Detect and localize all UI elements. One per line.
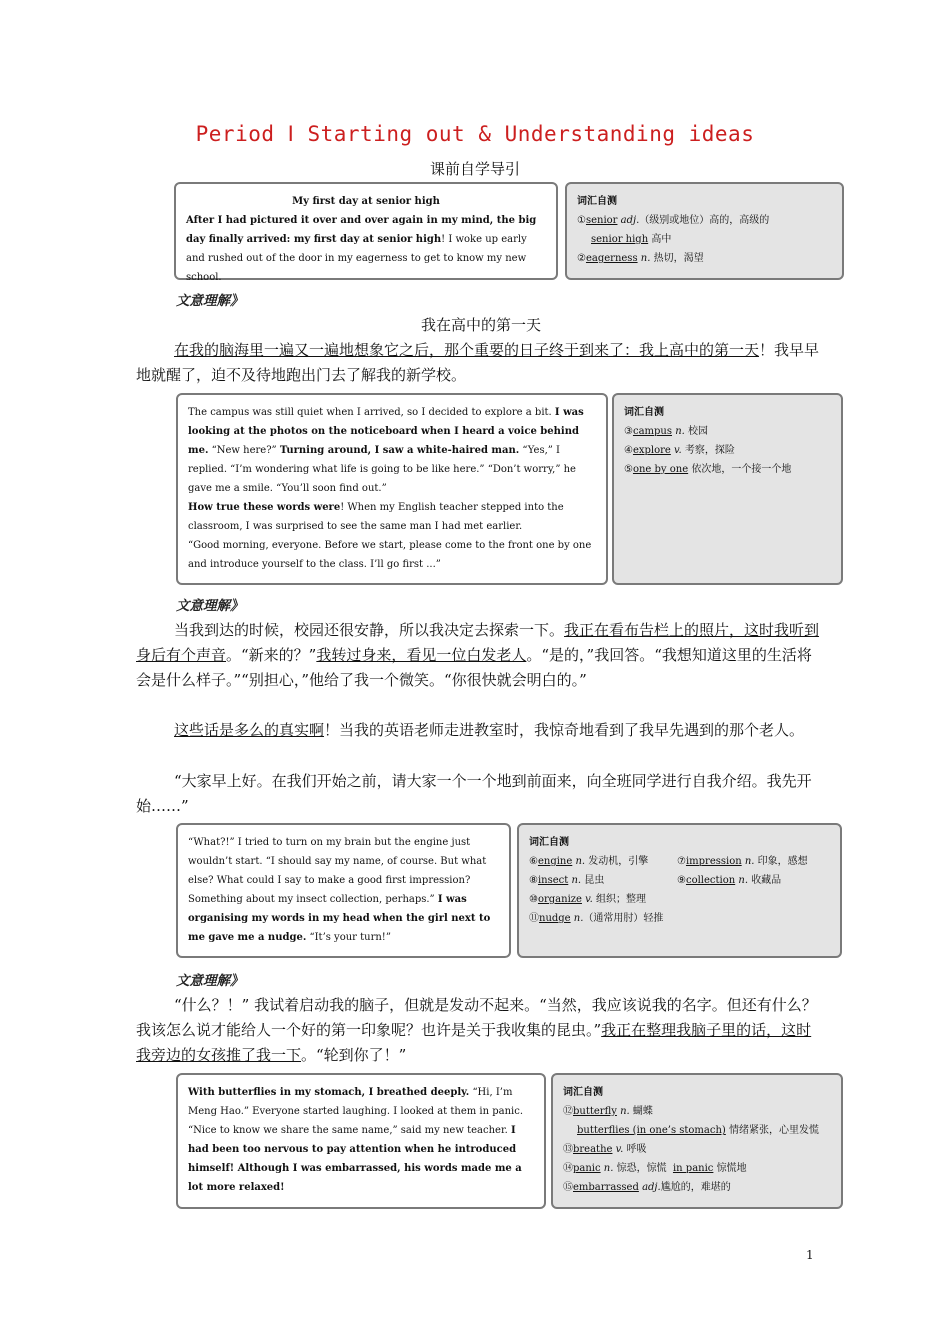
vocab-item: ⑬breathe v. 呼吸 — [563, 1144, 647, 1155]
vocab-item: ⑦impression n. 印象，感想 — [677, 856, 808, 867]
vocab-item: ②eagerness n. 热切，渴望 — [577, 253, 704, 264]
translation-paragraph: “什么？！” 我试着启动我的脑子，但就是发动不起来。“当然，我应该说我的名字。但还有什么？我该怎么说才能给人一个好的第一印象呢？也许是关于我收集的昆虫。”我正在整理我脑子里的话，这时我旁边的女孩推了我一下。“轮到你了！” — [136, 996, 817, 1064]
vocab-box-2 — [612, 393, 843, 585]
passage-paragraph: How true these words were! When my English teacher stepped into the classroom, I was surprised to see the same man I had met earlier. — [188, 502, 564, 532]
translation-paragraph: “大家早上好。在我们开始之前，请大家一个一个地到前面来，向全班同学进行自我介绍。我先开始……” — [136, 772, 812, 815]
vocab-item: butterflies (in one’s stomach) 情绪紧张，心里发慌 — [577, 1125, 820, 1136]
vocab-header: 词汇自测 — [563, 1087, 603, 1098]
page-title: Period Ⅰ Starting out & Understanding ideas — [195, 122, 755, 146]
vocab-box-1 — [565, 182, 844, 280]
passage-paragraph: “What?!” I tried to turn on my brain but the engine just wouldn’t start. “I should say my name, of course. But what else? What could I say to make a good first impression? Something about my insect collection, perhaps.” I was organising my words in my head when the girl next to me gave me a nudge. “It’s your turn!” — [188, 837, 491, 943]
vocab-box-3 — [517, 823, 842, 958]
translation-paragraph: 这些话是多么的真实啊！当我的英语老师走进教室时，我惊奇地看到了我早先遇到的那个老人。 — [174, 721, 805, 739]
vocab-header: 词汇自测 — [577, 196, 617, 207]
vocab-item: ①senior adj.（级别或地位）高的，高级的 — [577, 215, 770, 226]
vocab-row — [529, 871, 830, 890]
translation-paragraph: 在我的脑海里一遍又一遍地想象它之后，那个重要的日子终于到来了：我上高中的第一天！我早早地就醒了，迫不及待地跑出门去了解我的新学校。 — [136, 341, 820, 384]
section-tag: 文意理解》 — [176, 293, 244, 309]
section-tag: 文意理解》 — [176, 598, 244, 614]
section-tag: 文意理解》 — [176, 973, 244, 989]
vocab-item: ③campus n. 校园 — [624, 426, 708, 437]
passage-box-4 — [176, 1073, 546, 1209]
vocab-item: ⑮embarrassed adj.尴尬的，难堪的 — [563, 1182, 731, 1193]
vocab-item: ⑥engine n. 发动机，引擎 — [529, 856, 649, 867]
vocab-item: ⑫butterfly n. 蝴蝶 — [563, 1106, 653, 1117]
translation-title: 我在高中的第一天 — [420, 316, 541, 334]
vocab-item: ⑭panic n. 惊恐，惊慌 in panic 惊慌地 — [563, 1163, 747, 1174]
vocab-box-4 — [551, 1073, 843, 1209]
passage-heading: My first day at senior high — [292, 196, 440, 207]
page-subtitle: 课前自学导引 — [429, 160, 520, 178]
vocab-item: ⑪nudge n.（通常用肘）轻推 — [529, 913, 664, 924]
vocab-item: senior high 高中 — [591, 234, 672, 245]
vocab-header: 词汇自测 — [624, 407, 664, 418]
vocab-item: ⑧insect n. 昆虫 — [529, 875, 605, 886]
passage-box-3 — [176, 823, 511, 958]
passage-paragraph: With butterflies in my stomach, I breathed deeply. “Hi, I’m Meng Hao.” Everyone started laughing. I looked at them in panic. “Nice to know we share the same name,” said my new teacher. I had been too nervous to pay attention when he introduced himself! Although I was embarrassed, his words made me a lot more relaxed! — [188, 1087, 523, 1193]
vocab-item: ⑩organize v. 组织；整理 — [529, 894, 646, 905]
vocab-header: 词汇自测 — [529, 837, 569, 848]
vocab-item: ⑨collection n. 收藏品 — [677, 875, 782, 886]
passage-text: After I had pictured it over and over again in my mind, the big day finally arrived: my first day at senior high! I woke up early and rushed out of the door in my eagerness to get to know my new school. — [186, 215, 537, 283]
vocab-item: ④explore v. 考察，探险 — [624, 445, 735, 456]
page-number: 1 — [806, 1248, 814, 1262]
vocab-row — [529, 852, 830, 871]
passage-box-1 — [174, 182, 558, 283]
translation-paragraph: 当我到达的时候，校园还很安静，所以我决定去探索一下。我正在看布告栏上的照片，这时我听到身后有个声音。“新来的？”我转过身来，看见一位白发老人。“是的，”我回答。“我想知道这里的生活将会是什么样子。”“别担心，”他给了我一个微笑。“你很快就会明白的。” — [136, 621, 820, 689]
passage-paragraph: “Good morning, everyone. Before we start, please come to the front one by one and introduce yourself to the class. I’ll go first ...” — [188, 540, 592, 570]
passage-box-2 — [176, 393, 608, 585]
passage-paragraph: The campus was still quiet when I arrived, so I decided to explore a bit. I was looking at the photos on the noticeboard when I heard a voice behind me. “New here?” Turning around, I saw a white-haired man. “Yes,” I replied. “I’m wondering what life is going to be like here.” “Don’t worry,” he gave me a smile. “You’ll soon find out.” — [188, 407, 584, 494]
vocab-item: ⑤one by one 依次地，一个接一个地 — [624, 464, 792, 475]
